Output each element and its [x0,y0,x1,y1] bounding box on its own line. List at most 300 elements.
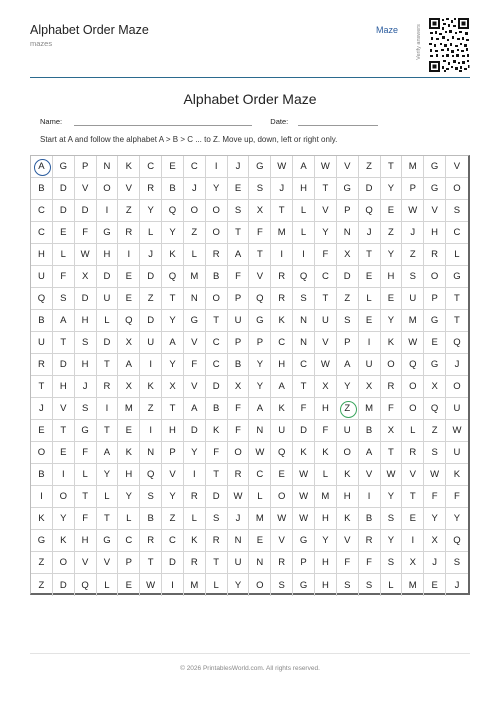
maze-cell[interactable]: K [293,442,315,464]
maze-cell[interactable]: N [97,156,119,178]
maze-cell[interactable]: A [53,310,75,332]
maze-cell[interactable]: G [337,178,359,200]
maze-cell[interactable]: R [206,244,228,266]
maze-cell[interactable]: I [97,398,119,420]
maze-cell[interactable]: D [184,420,206,442]
maze-cell[interactable]: N [337,222,359,244]
maze-cell[interactable]: Y [381,310,403,332]
maze-cell[interactable]: H [75,530,97,552]
maze-cell[interactable]: P [424,288,446,310]
maze-cell[interactable]: C [31,222,53,244]
maze-cell[interactable]: J [446,354,468,376]
maze-cell[interactable]: W [271,156,293,178]
maze-cell[interactable]: H [315,552,337,574]
maze-cell[interactable]: I [162,574,184,596]
maze-cell[interactable]: S [381,552,403,574]
maze-cell[interactable]: D [53,354,75,376]
maze-cell[interactable]: H [293,178,315,200]
maze-cell[interactable]: D [206,376,228,398]
maze-cell[interactable]: L [293,222,315,244]
maze-cell[interactable]: A [97,442,119,464]
maze-cell[interactable]: E [249,530,271,552]
maze-cell[interactable]: O [446,376,468,398]
maze-cell[interactable]: Q [402,354,424,376]
maze-cell[interactable]: H [53,376,75,398]
maze-cell[interactable]: V [424,200,446,222]
maze-cell[interactable]: J [228,508,250,530]
maze-cell[interactable]: R [97,376,119,398]
maze-cell[interactable]: T [31,376,53,398]
maze-cell[interactable]: V [184,376,206,398]
maze-cell[interactable]: U [228,552,250,574]
maze-cell[interactable]: Y [381,530,403,552]
maze-cell[interactable]: Z [31,552,53,574]
maze-cell[interactable]: D [97,332,119,354]
maze-cell[interactable]: G [97,222,119,244]
maze-cell[interactable]: E [53,222,75,244]
maze-cell[interactable]: Q [271,442,293,464]
maze-cell[interactable]: K [381,332,403,354]
maze-cell[interactable]: N [249,552,271,574]
maze-cell[interactable]: M [118,398,140,420]
maze-cell[interactable]: Q [249,288,271,310]
maze-cell[interactable]: W [140,574,162,596]
maze-cell[interactable]: E [359,310,381,332]
maze-cell[interactable]: S [337,310,359,332]
maze-cell[interactable]: B [31,178,53,200]
maze-cell[interactable]: A [249,398,271,420]
maze-cell[interactable]: S [206,508,228,530]
maze-cell[interactable]: X [118,332,140,354]
maze-cell[interactable]: S [359,574,381,596]
maze-cell[interactable]: B [228,354,250,376]
maze-cell[interactable]: L [184,244,206,266]
maze-cell[interactable]: V [359,464,381,486]
maze-cell[interactable]: Y [206,178,228,200]
maze-cell[interactable]: E [424,332,446,354]
maze-cell[interactable]: K [271,398,293,420]
maze-cell[interactable]: K [53,530,75,552]
qr-code-icon[interactable] [428,17,470,73]
maze-cell[interactable]: H [162,420,184,442]
maze-cell[interactable]: V [118,178,140,200]
maze-cell[interactable]: E [118,288,140,310]
maze-cell[interactable]: P [402,178,424,200]
maze-cell[interactable]: F [184,354,206,376]
maze-cell[interactable]: N [293,310,315,332]
maze-cell[interactable]: U [228,310,250,332]
maze-cell[interactable]: Z [31,574,53,596]
maze-cell[interactable]: W [75,244,97,266]
maze-cell[interactable]: F [337,552,359,574]
maze-cell[interactable]: O [206,288,228,310]
maze-cell[interactable]: E [162,156,184,178]
maze-end-cell[interactable]: Z [337,398,359,420]
maze-cell[interactable]: X [337,244,359,266]
maze-cell[interactable]: W [271,508,293,530]
maze-cell[interactable]: Y [446,508,468,530]
maze-cell[interactable]: E [118,266,140,288]
maze-cell[interactable]: L [140,222,162,244]
maze-cell[interactable]: S [424,442,446,464]
maze-cell[interactable]: L [315,464,337,486]
maze-cell[interactable]: V [315,200,337,222]
maze-cell[interactable]: Y [381,178,403,200]
maze-cell[interactable]: A [271,376,293,398]
maze-cell[interactable]: R [228,464,250,486]
maze-cell[interactable]: R [424,244,446,266]
maze-cell[interactable]: D [140,266,162,288]
maze-cell[interactable]: T [381,442,403,464]
maze-cell[interactable]: S [337,574,359,596]
maze-cell[interactable]: P [118,552,140,574]
date-field[interactable] [298,118,378,126]
maze-cell[interactable]: Y [228,574,250,596]
maze-cell[interactable]: Y [162,222,184,244]
maze-cell[interactable]: K [206,420,228,442]
maze-cell[interactable]: T [315,178,337,200]
maze-cell[interactable]: T [315,288,337,310]
maze-cell[interactable]: W [293,486,315,508]
maze-cell[interactable]: E [118,574,140,596]
maze-cell[interactable]: H [337,486,359,508]
maze-cell[interactable]: H [315,574,337,596]
maze-cell[interactable]: T [293,376,315,398]
maze-cell[interactable]: C [206,332,228,354]
maze-cell[interactable]: R [206,530,228,552]
maze-cell[interactable]: R [118,222,140,244]
maze-cell[interactable]: Z [402,244,424,266]
maze-cell[interactable]: L [402,420,424,442]
maze-cell[interactable]: L [206,574,228,596]
maze-cell[interactable]: G [424,156,446,178]
maze-cell[interactable]: T [97,420,119,442]
maze-cell[interactable]: Y [381,244,403,266]
maze-cell[interactable]: Z [184,222,206,244]
maze-cell[interactable]: T [402,486,424,508]
maze-cell[interactable]: Z [424,420,446,442]
maze-cell[interactable]: H [271,354,293,376]
maze-cell[interactable]: O [402,376,424,398]
maze-cell[interactable]: M [402,310,424,332]
maze-cell[interactable]: Z [162,508,184,530]
maze-cell[interactable]: S [446,200,468,222]
maze-cell[interactable]: F [53,266,75,288]
maze-cell[interactable]: E [424,574,446,596]
maze-cell[interactable]: B [206,398,228,420]
maze-cell[interactable]: S [228,200,250,222]
maze-cell[interactable]: O [184,200,206,222]
maze-cell[interactable]: T [381,156,403,178]
maze-cell[interactable]: N [228,530,250,552]
maze-cell[interactable]: A [118,354,140,376]
maze-cell[interactable]: X [228,376,250,398]
maze-cell[interactable]: J [228,156,250,178]
maze-cell[interactable]: I [293,244,315,266]
maze-cell[interactable]: T [53,332,75,354]
maze-cell[interactable]: K [118,442,140,464]
maze-cell[interactable]: F [75,442,97,464]
maze-cell[interactable]: J [184,178,206,200]
maze-cell[interactable]: O [31,442,53,464]
maze-cell[interactable]: D [75,200,97,222]
maze-cell[interactable]: C [118,530,140,552]
maze-cell[interactable]: T [206,464,228,486]
maze-cell[interactable]: L [381,574,403,596]
maze-cell[interactable]: R [381,376,403,398]
maze-cell[interactable]: E [228,178,250,200]
maze-cell[interactable]: T [249,244,271,266]
maze-cell[interactable]: Z [140,398,162,420]
maze-cell[interactable]: I [359,332,381,354]
maze-cell[interactable]: M [402,574,424,596]
maze-cell[interactable]: T [75,486,97,508]
maze-cell[interactable]: H [315,508,337,530]
maze-cell[interactable]: G [446,266,468,288]
maze-cell[interactable]: H [75,354,97,376]
maze-cell[interactable]: V [315,332,337,354]
maze-cell[interactable]: S [140,486,162,508]
maze-cell[interactable]: F [228,420,250,442]
maze-cell[interactable]: A [359,442,381,464]
maze-cell[interactable]: C [293,354,315,376]
maze-cell[interactable]: T [162,288,184,310]
maze-cell[interactable]: S [402,266,424,288]
maze-cell[interactable]: I [97,200,119,222]
maze-cell[interactable]: Q [31,288,53,310]
maze-cell[interactable]: J [271,178,293,200]
maze-cell[interactable]: V [162,464,184,486]
maze-cell[interactable]: R [271,288,293,310]
maze-cell[interactable]: D [337,266,359,288]
maze-cell[interactable]: F [228,398,250,420]
maze-cell[interactable]: F [206,442,228,464]
maze-cell[interactable]: Z [140,288,162,310]
maze-cell[interactable]: P [228,332,250,354]
maze-cell[interactable]: G [97,530,119,552]
maze-cell[interactable]: P [75,156,97,178]
maze-cell[interactable]: V [53,398,75,420]
maze-cell[interactable]: Q [162,266,184,288]
maze-cell[interactable]: B [359,420,381,442]
maze-cell[interactable]: T [359,244,381,266]
maze-cell[interactable]: O [424,266,446,288]
maze-cell[interactable]: R [184,552,206,574]
maze-cell[interactable]: Q [446,332,468,354]
maze-cell[interactable]: Q [118,310,140,332]
maze-cell[interactable]: T [97,354,119,376]
maze-cell[interactable]: I [184,464,206,486]
maze-cell[interactable]: R [359,530,381,552]
maze-cell[interactable]: Q [424,398,446,420]
maze-cell[interactable]: X [75,266,97,288]
maze-cell[interactable]: Z [337,288,359,310]
maze-cell[interactable]: U [337,420,359,442]
maze-cell[interactable]: Z [381,222,403,244]
maze-cell[interactable]: B [31,464,53,486]
maze-cell[interactable]: B [140,508,162,530]
maze-link[interactable]: Maze [376,25,399,35]
maze-cell[interactable]: F [75,222,97,244]
maze-cell[interactable]: W [402,332,424,354]
maze-cell[interactable]: M [271,222,293,244]
maze-cell[interactable]: X [424,376,446,398]
maze-cell[interactable]: V [337,156,359,178]
maze-cell[interactable]: V [337,530,359,552]
maze-cell[interactable]: O [206,200,228,222]
maze-cell[interactable]: S [75,332,97,354]
maze-cell[interactable]: H [315,398,337,420]
maze-cell[interactable]: M [402,156,424,178]
maze-cell[interactable]: J [402,222,424,244]
maze-cell[interactable]: K [31,508,53,530]
maze-cell[interactable]: P [162,442,184,464]
maze-cell[interactable]: U [31,266,53,288]
maze-cell[interactable]: I [271,244,293,266]
maze-cell[interactable]: D [359,178,381,200]
maze-cell[interactable]: H [97,244,119,266]
maze-cell[interactable]: J [75,376,97,398]
maze-cell[interactable]: H [381,266,403,288]
maze-cell[interactable]: Y [337,376,359,398]
maze-cell[interactable]: C [162,530,184,552]
maze-cell[interactable]: K [446,464,468,486]
maze-cell[interactable]: W [315,354,337,376]
maze-cell[interactable]: D [140,310,162,332]
maze-cell[interactable]: X [315,376,337,398]
maze-cell[interactable]: L [446,244,468,266]
maze-cell[interactable]: N [184,288,206,310]
maze-cell[interactable]: R [271,552,293,574]
maze-cell[interactable]: T [446,310,468,332]
maze-cell[interactable]: O [381,354,403,376]
maze-cell[interactable]: Y [162,486,184,508]
maze-cell[interactable]: R [31,354,53,376]
maze-cell[interactable]: R [184,486,206,508]
maze-cell[interactable]: G [53,156,75,178]
maze-cell[interactable]: G [424,354,446,376]
maze-cell[interactable]: A [162,332,184,354]
maze-cell[interactable]: H [424,222,446,244]
maze-cell[interactable]: F [228,266,250,288]
maze-cell[interactable]: Q [446,530,468,552]
maze-cell[interactable]: V [402,464,424,486]
maze-cell[interactable]: S [293,288,315,310]
maze-cell[interactable]: V [271,530,293,552]
maze-cell[interactable]: C [249,464,271,486]
maze-cell[interactable]: D [293,420,315,442]
maze-cell[interactable]: Y [53,508,75,530]
maze-cell[interactable]: D [162,552,184,574]
maze-cell[interactable]: W [424,464,446,486]
maze-cell[interactable]: E [31,420,53,442]
maze-cell[interactable]: P [249,332,271,354]
maze-cell[interactable]: R [271,266,293,288]
maze-cell[interactable]: T [228,222,250,244]
maze-cell[interactable]: E [271,464,293,486]
maze-cell[interactable]: O [249,574,271,596]
maze-cell[interactable]: X [402,552,424,574]
maze-cell[interactable]: P [337,332,359,354]
maze-cell[interactable]: G [293,530,315,552]
maze-cell[interactable]: G [424,178,446,200]
maze-cell[interactable]: X [359,376,381,398]
maze-cell[interactable]: Z [118,200,140,222]
maze-cell[interactable]: V [97,552,119,574]
maze-cell[interactable]: A [293,156,315,178]
maze-cell[interactable]: V [184,332,206,354]
maze-cell[interactable]: Y [97,464,119,486]
maze-cell[interactable]: F [75,508,97,530]
maze-cell[interactable]: N [293,332,315,354]
maze-cell[interactable]: D [206,486,228,508]
maze-cell[interactable]: W [249,442,271,464]
maze-cell[interactable]: L [293,200,315,222]
maze-cell[interactable]: J [454,579,460,591]
maze-cell[interactable]: O [97,178,119,200]
maze-cell[interactable]: T [206,310,228,332]
maze-cell[interactable]: K [184,530,206,552]
maze-cell[interactable]: C [315,266,337,288]
maze-cell[interactable]: K [140,376,162,398]
maze-cell[interactable]: P [293,552,315,574]
maze-cell[interactable]: J [140,244,162,266]
maze-cell[interactable]: O [53,552,75,574]
maze-cell[interactable]: Y [162,354,184,376]
maze-cell[interactable]: T [162,398,184,420]
maze-cell[interactable]: U [140,332,162,354]
maze-cell[interactable]: L [97,574,119,596]
maze-cell[interactable]: U [446,442,468,464]
maze-cell[interactable]: O [402,398,424,420]
maze-cell[interactable]: E [381,200,403,222]
maze-cell[interactable]: L [97,310,119,332]
maze-cell[interactable]: Q [140,464,162,486]
maze-cell[interactable]: U [271,420,293,442]
maze-cell[interactable]: E [359,266,381,288]
maze-cell[interactable]: Y [315,222,337,244]
maze-cell[interactable]: F [315,244,337,266]
maze-cell[interactable]: Y [381,486,403,508]
maze-cell[interactable]: I [359,486,381,508]
name-field[interactable] [74,118,252,126]
maze-cell[interactable]: X [249,200,271,222]
maze-start-cell[interactable]: A [31,156,53,178]
maze-cell[interactable]: L [359,288,381,310]
maze-cell[interactable]: W [381,464,403,486]
maze-cell[interactable]: Q [359,200,381,222]
maze-cell[interactable]: G [424,310,446,332]
maze-cell[interactable]: F [293,398,315,420]
maze-cell[interactable]: Y [249,376,271,398]
maze-cell[interactable]: A [184,398,206,420]
maze-cell[interactable]: M [184,266,206,288]
maze-cell[interactable]: Q [162,200,184,222]
maze-cell[interactable]: G [249,156,271,178]
maze-cell[interactable]: L [53,244,75,266]
maze-cell[interactable]: U [31,332,53,354]
maze-cell[interactable]: O [337,442,359,464]
maze-cell[interactable]: X [118,376,140,398]
maze-cell[interactable]: M [359,398,381,420]
maze-cell[interactable]: F [424,486,446,508]
maze-cell[interactable]: V [249,266,271,288]
maze-cell[interactable]: U [315,310,337,332]
maze-cell[interactable]: J [31,398,53,420]
maze-cell[interactable]: S [446,552,468,574]
maze-cell[interactable]: Y [118,486,140,508]
maze-cell[interactable]: L [75,464,97,486]
